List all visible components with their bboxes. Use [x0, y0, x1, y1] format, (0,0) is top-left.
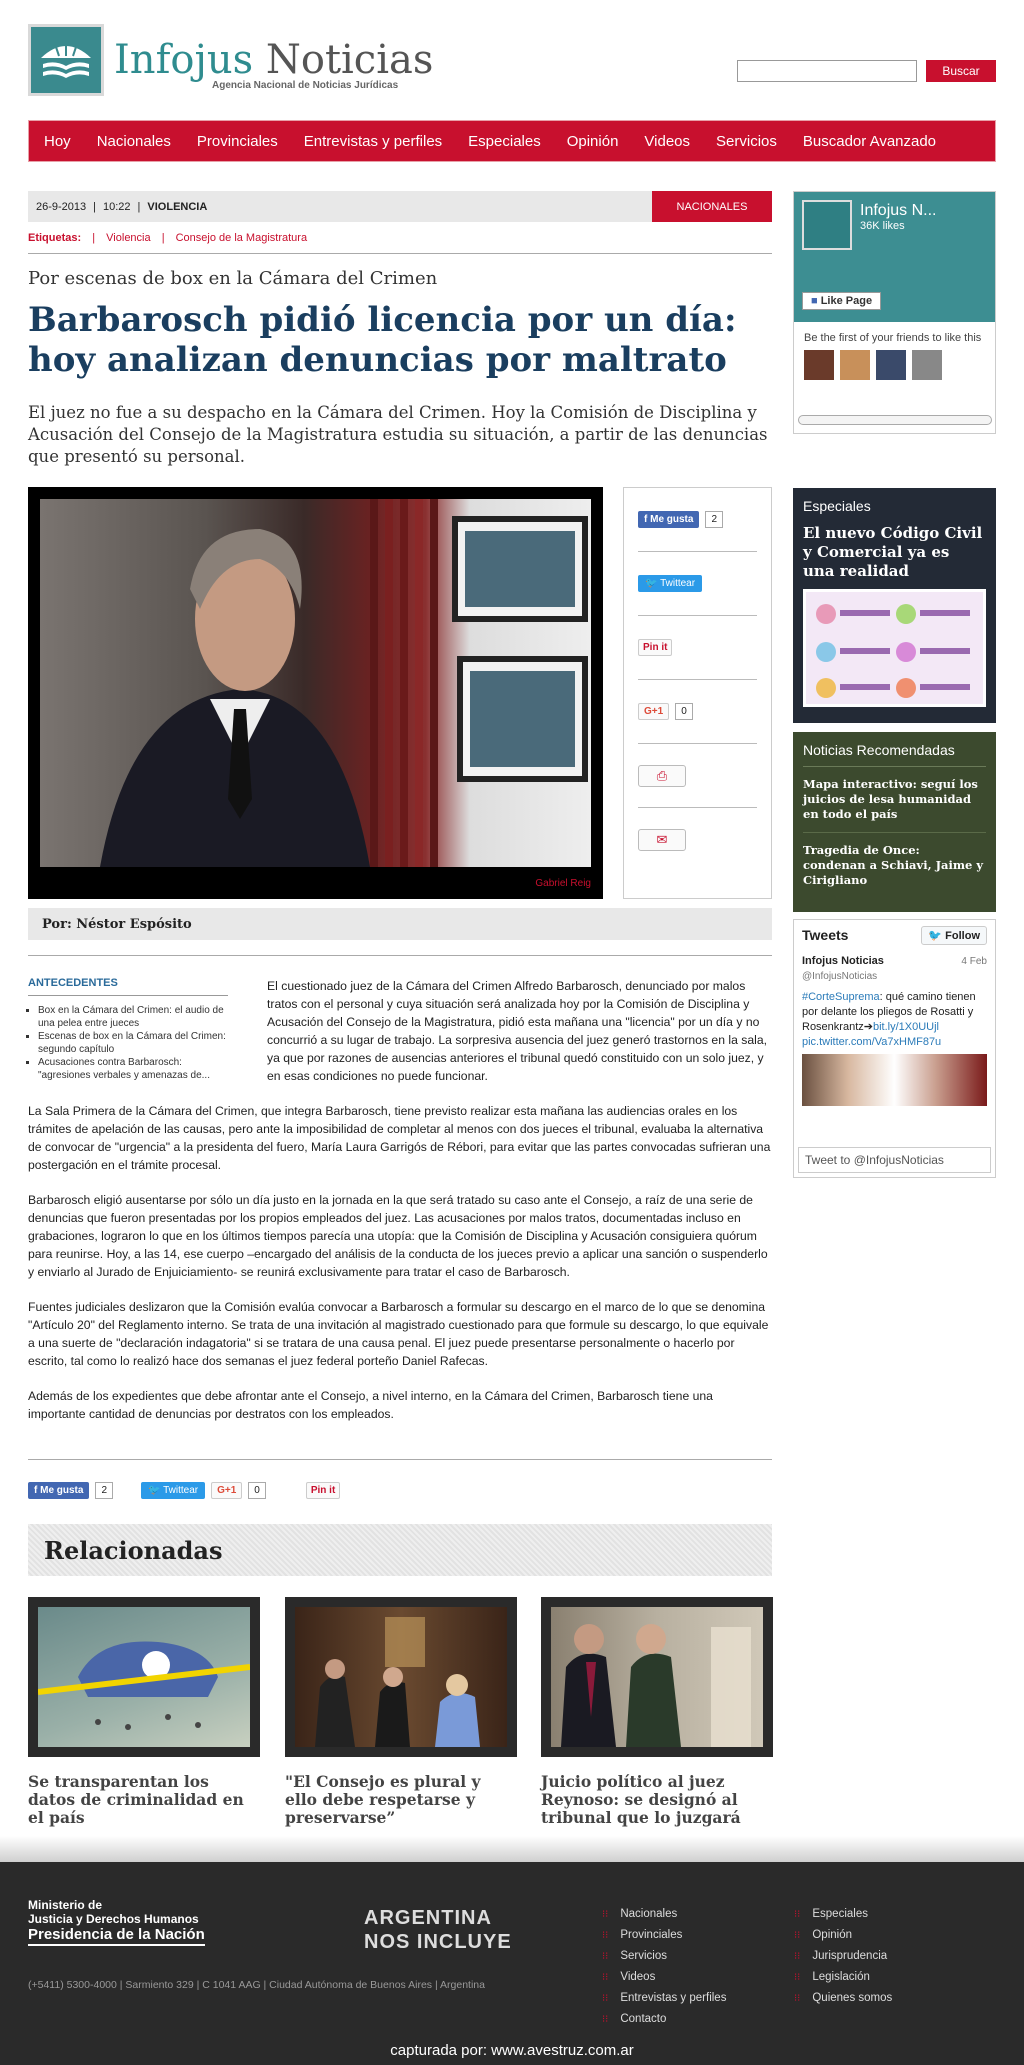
email-icon[interactable]: ✉	[638, 829, 686, 851]
footer-shade	[0, 1836, 1024, 1862]
facebook-like-label: Me gusta	[650, 514, 694, 525]
twitter-share-button[interactable]	[638, 575, 702, 592]
related-item[interactable]	[285, 1597, 517, 1827]
article-time: 10:22	[103, 200, 131, 213]
article-date: 26-9-2013	[36, 200, 87, 213]
facebook-page-avatar[interactable]	[802, 200, 852, 250]
avatar[interactable]	[912, 350, 942, 380]
twitter-share-button[interactable]	[141, 1482, 205, 1499]
brand-name-part1: Infojus	[114, 37, 254, 83]
twitter-widget-title: Tweets	[802, 927, 849, 943]
footer-link[interactable]: ⁝⁝ Jurisprudencia	[794, 1946, 892, 1967]
share-google-row	[638, 680, 757, 744]
nav-item-opinion[interactable]: Opinión	[566, 132, 619, 150]
facebook-icon: f	[644, 514, 651, 525]
tweet-date[interactable]: 4 Feb	[961, 956, 987, 967]
nav-item-hoy[interactable]: Hoy	[44, 132, 71, 150]
share-bottom-bar	[28, 1479, 772, 1501]
twitter-share-label: Twittear	[660, 578, 696, 589]
antecedentes-title: ANTECEDENTES	[28, 977, 228, 996]
nav-item-especiales[interactable]: Especiales	[468, 132, 541, 150]
footer-link[interactable]: ⁝⁝ Especiales	[794, 1904, 892, 1925]
tags-separator: |	[92, 232, 96, 244]
tags-separator: |	[161, 232, 165, 244]
photo-credit: Gabriel Reig	[535, 878, 591, 889]
facebook-like-button[interactable]	[638, 511, 699, 528]
logo-icon[interactable]	[28, 24, 104, 96]
related-item-image[interactable]	[28, 1597, 260, 1757]
recomendadas-item[interactable]: Tragedia de Once: condenan a Schiavi, Jaime y Cirigliano	[803, 843, 984, 887]
brand-name-part2: Noticias	[265, 37, 434, 83]
share-email-row	[638, 808, 757, 872]
share-twitter-row	[638, 552, 757, 616]
nav-item-buscador[interactable]: Buscador Avanzado	[802, 132, 937, 150]
divider	[28, 955, 772, 956]
meta-separator: |	[93, 200, 97, 213]
antecedentes-item[interactable]: ▪ Escenas de box en la Cámara del Crimen: segundo capítulo	[38, 1030, 228, 1056]
google-plus-label: +1	[651, 706, 664, 717]
article-kicker: Por escenas de box en la Cámara del Crimen	[28, 268, 438, 289]
article-photo-frame	[28, 487, 603, 899]
print-icon[interactable]: ⎙	[638, 765, 686, 787]
facebook-like-count: 2	[95, 1482, 113, 1499]
nav-item-provinciales[interactable]: Provinciales	[196, 132, 278, 150]
tweet-input[interactable]: Tweet to @InfojusNoticias	[798, 1147, 991, 1173]
especiales-widget	[793, 488, 996, 723]
recomendadas-widget	[793, 732, 996, 912]
article-lead: El juez no fue a su despacho en la Cámara del Crimen. Hoy la Comisión de Disciplina y Acusación del Consejo de la Magistratura estudia su situación, a partir de las denuncias que presentó su personal.	[28, 403, 768, 466]
tag-link[interactable]: Violencia	[106, 232, 151, 244]
pinterest-button[interactable]: Pin it	[306, 1482, 340, 1499]
argentina-line: ARGENTINA	[364, 1907, 492, 1929]
tweet-link[interactable]: pic.twitter.com/Va7xHMF87u	[802, 1036, 942, 1048]
tag-link[interactable]: Consejo de la Magistratura	[175, 232, 308, 244]
facebook-like-button[interactable]	[28, 1482, 89, 1499]
article-tags	[28, 232, 307, 244]
article-paragraph: El cuestionado juez de la Cámara del Crimen Alfredo Barbarosch, denunciado por malos tratos con el personal y cuya situación será analizada hoy por la Comisión de Disciplina y Acusación del Consejo de la Magistratura, pidió esta mañana una "licencia" por un día y no concurrió a su lugar de trabajo. La sorpresiva ausencia del juez generó trastornos en la sala, ya que por razones de ausencias anteriores el tribunal quedó constituido con un solo juez, y en esas condiciones no puede funcionar.	[267, 979, 767, 1083]
ministry-line: Presidencia de la Nación	[28, 1928, 205, 1946]
avatar[interactable]	[876, 350, 906, 380]
twitter-follow-label: Follow	[945, 929, 980, 942]
avatar[interactable]	[804, 350, 834, 380]
ministry-logo[interactable]	[28, 1898, 205, 1946]
share-pinterest-row	[638, 616, 757, 680]
avatar[interactable]	[840, 350, 870, 380]
especiales-image[interactable]	[803, 589, 986, 707]
tweet	[794, 950, 995, 1110]
twitter-icon: 🐦	[928, 929, 946, 942]
footer-links-col2	[794, 1904, 892, 2009]
footer-link[interactable]: ⁝⁝ Videos	[602, 1967, 726, 1988]
search-button[interactable]: Buscar	[926, 60, 996, 82]
brand-tagline: Agencia Nacional de Noticias Jurídicas	[212, 80, 399, 91]
meta-separator: |	[137, 200, 141, 213]
horizontal-scrollbar[interactable]	[798, 415, 992, 425]
google-plus-icon: G	[644, 706, 652, 717]
article-paragraph: La Sala Primera de la Cámara del Crimen, que integra Barbarosch, tiene previsto realizar esta mañana las audiencias orales en los trámites de apelación de las causas, pero ante la imposibilidad de completar al menos con dos jueces el tribunal, evaluaba la alternativa de convocar de "urgencia" a la presidenta del fuero, María Laura Garrigós de Rébori, para evitar que las partes convocadas sufrieran una postergación en el trámite procesal.	[28, 1104, 771, 1172]
facebook-like-label: Me gusta	[40, 1484, 84, 1496]
facebook-page-name[interactable]: Infojus N...	[860, 202, 937, 219]
ministry-line: Ministerio de	[28, 1898, 103, 1912]
related-header: Relacionadas	[28, 1524, 772, 1576]
tweet-link[interactable]: bit.ly/1X0UUjl	[872, 1021, 939, 1033]
site-header	[0, 0, 1024, 120]
related-item[interactable]	[28, 1597, 260, 1827]
facebook-page-widget	[793, 191, 996, 434]
section-tag[interactable]: NACIONALES	[652, 191, 772, 222]
article-author: Por: Néstor Espósito	[28, 908, 772, 940]
facebook-friends-text: Be the first of your friends to like this	[804, 332, 982, 344]
facebook-icon: ■	[811, 295, 821, 307]
article-category[interactable]: VIOLENCIA	[147, 200, 208, 213]
recomendadas-item[interactable]: Mapa interactivo: seguí los juicios de lesa humanidad en todo el país	[803, 777, 986, 833]
article-headline: Barbarosch pidió licencia por un día: hoy analizan denuncias por maltrato	[28, 300, 737, 380]
especiales-label: Especiales	[803, 498, 871, 514]
related-item-title[interactable]: "El Consejo es plural y ello debe respetarse y preservarse”	[285, 1772, 481, 1827]
nav-item-nacionales[interactable]: Nacionales	[96, 132, 171, 150]
nav-item-videos[interactable]: Videos	[644, 132, 691, 150]
share-print-row	[638, 744, 757, 808]
related-item-title[interactable]: Se transparentan los datos de criminalidad en el país	[28, 1772, 244, 1827]
footer-link[interactable]: ⁝⁝ Provinciales	[602, 1925, 726, 1946]
footer-link[interactable]: ⁝⁝ Nacionales	[602, 1904, 726, 1925]
google-plus-button[interactable]	[638, 703, 669, 720]
nav-item-entrevistas[interactable]: Entrevistas y perfiles	[303, 132, 443, 150]
divider	[28, 253, 772, 254]
twitter-icon: 🐦	[645, 578, 661, 589]
article-paragraph: Fuentes judiciales deslizaron que la Comisión evalúa convocar a Barbarosch a formular su descargo en el marco de lo que se denomina "Artículo 20" del Reglamento interno. Se trata de una invitación al magistrado cuestionado para que formule su descargo, lo que equivale a una suerte de "declaración indagatoria" si se tratara de una causa penal. El juez puede presentarse personalmente o hacerlo por escrito, tal como lo realizó hace dos semanas el juez federal porteño Daniel Rafecas.	[28, 1300, 769, 1368]
facebook-friends-box	[794, 322, 995, 393]
article-paragraph: Barbarosch eligió ausentarse por sólo un día justo en la jornada en la que será tratado su caso ante el Consejo, a raíz de una serie de denuncias que fueron presentadas por los propios empleados del juez. Las acusaciones por malos tratos, documentadas incluso en grabaciones, lograron lo que en los últimos tiempos parecía una utopía: que la Comisión de Disciplina y Acusación consiguiera quórum para reunirse. Hoy, a las 14, ese cuerpo –encargado del análisis de la conducta de los jueces previo a aplicar una sanción o suspenderlo y enviarlo al Jurado de Enjuiciamiento- se reunirá exclusivamente para tratar el caso de Barbarosch.	[28, 1193, 768, 1279]
footer-link[interactable]: ⁝⁝ Entrevistas y perfiles	[602, 1988, 726, 2009]
related-item[interactable]	[541, 1597, 773, 1827]
share-sidebar	[623, 487, 772, 899]
tweet-photo[interactable]	[802, 1054, 987, 1106]
footer-link[interactable]: ⁝⁝ Opinión	[794, 1925, 892, 1946]
google-plus-button[interactable]	[211, 1482, 242, 1499]
facebook-like-page-button[interactable]	[802, 292, 881, 310]
argentina-logo	[364, 1906, 512, 1954]
twitter-share-label: Twittear	[163, 1484, 199, 1496]
twitter-widget	[793, 919, 996, 1178]
recomendadas-label: Noticias Recomendadas	[803, 742, 986, 767]
search-input[interactable]	[737, 60, 917, 82]
argentina-line: NOS INCLUYE	[364, 1931, 512, 1953]
facebook-like-count: 2	[705, 511, 723, 528]
facebook-page-cover[interactable]	[794, 192, 995, 322]
article-photo[interactable]	[40, 499, 591, 867]
site-footer	[0, 1862, 1024, 2065]
antecedentes-list	[28, 1004, 228, 1082]
tweet-body: : qué camino tienen por delante los pliegos de Rosatti y Rosenkrantz➔	[802, 991, 976, 1033]
google-plus-icon: G	[217, 1484, 225, 1496]
antecedentes-item[interactable]: ▪ Acusaciones contra Barbarosch: "agresiones verbales y amenazas de...	[38, 1056, 228, 1082]
brand-name[interactable]	[114, 37, 434, 83]
twitter-widget-header	[794, 920, 995, 950]
ministry-line: Justicia y Derechos Humanos	[28, 1912, 199, 1926]
antecedentes-box	[28, 977, 228, 1082]
nav-item-servicios[interactable]: Servicios	[716, 132, 777, 150]
google-plus-count: 0	[675, 703, 693, 720]
especiales-title[interactable]: El nuevo Código Civil y Comercial ya es una realidad	[803, 524, 983, 580]
twitter-icon: 🐦	[148, 1484, 164, 1496]
pinterest-button[interactable]: Pin it	[638, 639, 672, 656]
antecedentes-item[interactable]: ▪ Box en la Cámara del Crimen: el audio de una pelea entre jueces	[38, 1004, 228, 1030]
related-item-title[interactable]: Juicio político al juez Reynoso: se designó al tribunal que lo juzgará	[541, 1772, 741, 1827]
main-nav	[28, 120, 996, 162]
article-paragraph: Además de los expedientes que debe afrontar ante el Consejo, a nivel interno, en la Cámara del Crimen, Barbarosch tiene una importante cantidad de denuncias por destratos con los empleados.	[28, 1389, 713, 1421]
footer-links-col1	[602, 1904, 726, 2030]
tweet-text	[802, 990, 987, 1050]
capture-watermark: capturada por: www.avestruz.com.ar	[390, 2042, 634, 2059]
footer-link[interactable]: ⁝⁝ Quienes somos	[794, 1988, 892, 2009]
divider	[28, 1459, 772, 1460]
twitter-follow-button[interactable]	[921, 926, 987, 945]
tweet-hashtag[interactable]: #CorteSuprema	[802, 991, 880, 1003]
facebook-like-page-label: Like Page	[820, 295, 873, 307]
related-item-image[interactable]	[285, 1597, 517, 1757]
tags-label: Etiquetas:	[28, 232, 82, 244]
footer-link[interactable]: ⁝⁝ Contacto	[602, 2009, 726, 2030]
tweet-handle[interactable]: @InfojusNoticias	[802, 971, 878, 982]
footer-link[interactable]: ⁝⁝ Legislación	[794, 1967, 892, 1988]
facebook-page-likes: 36K likes	[860, 220, 905, 232]
share-facebook-row	[638, 488, 757, 552]
google-plus-count: 0	[248, 1482, 266, 1499]
tweet-user[interactable]: Infojus Noticias	[802, 955, 884, 967]
footer-address: (+5411) 5300-4000 | Sarmiento 329 | C 1041 AAG | Ciudad Autónoma de Buenos Aires | Argentina	[28, 1979, 485, 1991]
google-plus-label: +1	[224, 1484, 237, 1496]
facebook-icon: f	[34, 1484, 41, 1496]
related-item-image[interactable]	[541, 1597, 773, 1757]
footer-link[interactable]: ⁝⁝ Servicios	[602, 1946, 726, 1967]
